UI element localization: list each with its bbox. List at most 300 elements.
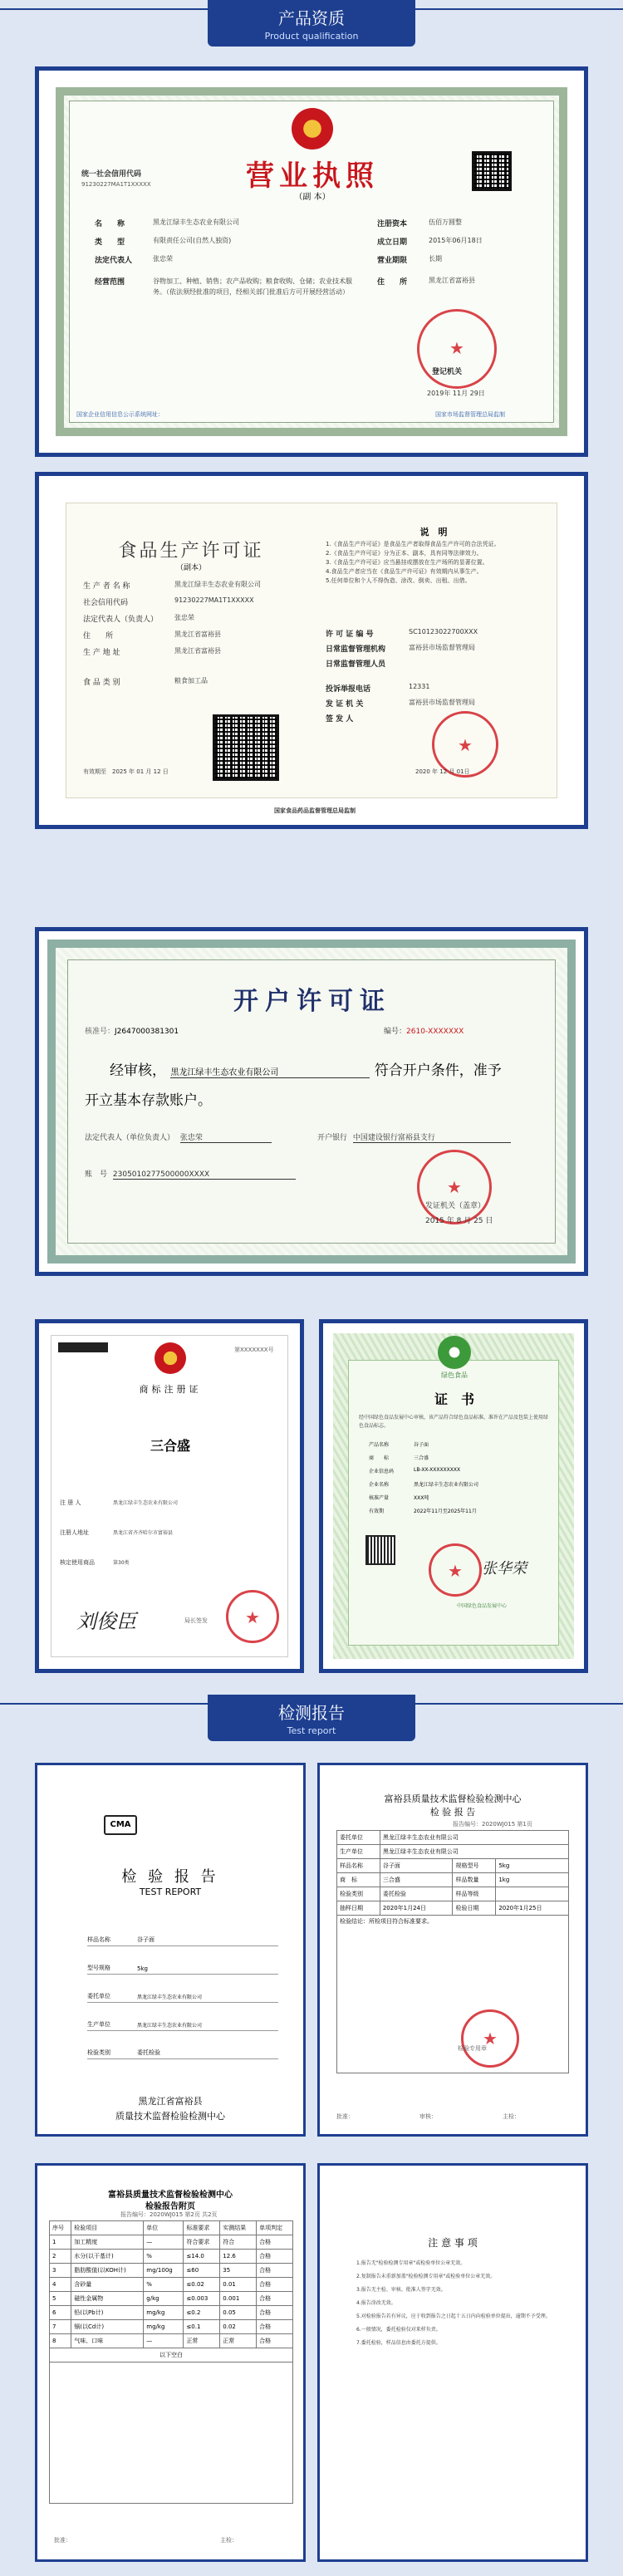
- account-number-label: 编号：: [384, 1028, 407, 1036]
- food-row-label: 社会信用代码: [83, 599, 129, 607]
- table-cell: 2020年1月24日: [380, 1901, 453, 1916]
- food-row: [83, 596, 307, 613]
- green-row: [369, 1494, 552, 1507]
- license-row: [95, 236, 361, 254]
- account-legal-rep: [85, 1131, 272, 1143]
- trademark-rows: [60, 1499, 284, 1588]
- report-detail-org: 富裕县质量技术监督检验检测中心: [384, 1793, 522, 1804]
- license-row-value: 黑龙江省富裕县: [429, 277, 475, 284]
- table-row: [50, 2250, 293, 2264]
- food-row: [83, 630, 307, 646]
- table-cell: 2020年1月25日: [496, 1901, 569, 1916]
- report-results-sign-approve: 批准：: [54, 2537, 71, 2544]
- food-row-value: 91230227MA1T1XXXXX: [174, 596, 254, 604]
- food-right-row: [326, 683, 550, 698]
- table-header-cell: 实测结果: [220, 2221, 257, 2235]
- table-row: [337, 1873, 569, 1887]
- food-note: 4.食品生产者应当在《食品生产许可证》有效期内从事生产。: [326, 568, 483, 575]
- food-right-label: 签 发 人: [326, 715, 354, 724]
- trademark-number: 第XXXXXXX号: [234, 1347, 274, 1353]
- report-cover-row: [87, 2031, 278, 2059]
- seal-star-icon: ★: [245, 1607, 260, 1627]
- table-row: [337, 1845, 569, 1859]
- table-cell: 黑龙江绿丰生态农业有限公司: [380, 1845, 568, 1859]
- license-row-value: 张忠荣: [153, 255, 173, 263]
- trademark-row-label: 核定使用商品: [60, 1559, 95, 1566]
- table-row: [50, 2278, 293, 2292]
- table-cell: 含砂量: [71, 2278, 144, 2292]
- table-cell: 委托单位: [337, 1831, 380, 1845]
- table-row: [50, 2348, 293, 2363]
- account-company: 黑龙江绿丰生态农业有限公司: [170, 1065, 370, 1078]
- account-bank-label: 开户银行: [317, 1134, 348, 1142]
- table-cell: 合格: [257, 2320, 293, 2334]
- report-cover-label: 型号规格: [87, 1965, 110, 1971]
- account-bank: [317, 1131, 511, 1143]
- food-permit-copy: （副本）: [175, 564, 206, 572]
- trademark-paper: [51, 1335, 288, 1657]
- green-row-value: 三合盛: [414, 1455, 429, 1461]
- report-detail-stamp-label: 检验专用章: [458, 2045, 487, 2052]
- report-note: 6.一般情况，委托检验仅对来样负责。: [356, 2327, 441, 2333]
- table-cell: 6: [50, 2306, 71, 2320]
- table-cell: 铅(以Pb计): [71, 2306, 144, 2320]
- license-row-value: 长期: [429, 255, 442, 263]
- green-food-issuer: 中国绿色食品发展中心: [457, 1603, 508, 1609]
- table-header-row: [50, 2221, 293, 2235]
- account-bank-seal: [417, 1150, 492, 1224]
- green-row: [369, 1507, 552, 1520]
- header-line-left: [0, 1703, 208, 1705]
- seal-star-icon: ★: [483, 2029, 498, 2049]
- report-detail-table: [336, 1830, 569, 2073]
- report-note: 5.对检验报告若有异议，应于收到报告之日起十五日内向检验单位提出，逾期不予受理。: [356, 2313, 551, 2319]
- trademark-emblem-icon: [155, 1342, 186, 1374]
- table-cell: ≤0.1: [184, 2320, 220, 2334]
- trademark-row: [60, 1499, 284, 1528]
- account-permit-title: 开户许可证: [233, 987, 391, 1016]
- food-right-label: 日常监督管理机构: [326, 645, 386, 654]
- section-header-reports: [0, 1695, 623, 1741]
- table-cell: %: [144, 2250, 184, 2264]
- report-cover-rows: [87, 1918, 278, 2059]
- trademark-row-label: 注 册 人: [60, 1499, 81, 1506]
- food-note: 5.任何单位和个人不得伪造、涂改、倒卖、出租、出借。: [326, 577, 471, 584]
- food-right-value: 富裕县市场监督管理局: [409, 699, 475, 706]
- food-row-label: 生 产 地 址: [83, 649, 120, 657]
- report-cover-label: 生产单位: [87, 2021, 110, 2028]
- report-cover-value: 黑龙江绿丰生态农业有限公司: [137, 1995, 203, 2000]
- business-license-frame: [35, 66, 588, 457]
- food-row: [83, 646, 307, 676]
- green-food-seal: [429, 1543, 482, 1597]
- table-cell: 合格: [257, 2264, 293, 2278]
- table-cell: 合格: [257, 2334, 293, 2348]
- food-right-value: 12331: [409, 683, 430, 690]
- license-row-label: 成立日期: [377, 238, 408, 247]
- green-food-title: 证 书: [434, 1391, 474, 1407]
- trademark-row-value: 第30类: [113, 1560, 130, 1566]
- license-date: 2019年 11月 29日: [427, 390, 485, 397]
- account-main-line2: 开立基本存款账户。: [85, 1092, 212, 1109]
- table-cell: 正常: [220, 2334, 257, 2348]
- table-cell: mg/kg: [144, 2306, 184, 2320]
- credit-code: 91230227MA1T1XXXXX: [81, 181, 151, 188]
- table-cell: 商 标: [337, 1873, 380, 1887]
- account-number-row: [85, 1168, 296, 1180]
- table-cell: 样品数量: [453, 1873, 496, 1887]
- table-cell: 脂肪酸值(以KOH计): [71, 2264, 144, 2278]
- report-detail-seal: [461, 2009, 519, 2068]
- green-row-value: LB-XX-XXXXXXXXX: [414, 1467, 461, 1473]
- table-cell: 5: [50, 2292, 71, 2306]
- green-food-paper: [348, 1360, 559, 1646]
- report-note: 4.报告涂改无效。: [356, 2300, 396, 2306]
- table-cell: 4: [50, 2278, 71, 2292]
- license-reg-org: 登记机关: [432, 368, 463, 376]
- seal-star-icon: ★: [448, 1561, 463, 1581]
- license-copy: （副 本）: [294, 193, 331, 202]
- report-cover-row: [87, 1918, 278, 1946]
- table-cell: 0.001: [220, 2292, 257, 2306]
- report-cover-label: 检验类别: [87, 2049, 110, 2056]
- table-row: [50, 2363, 293, 2504]
- account-date: 2015 年 8 月 25 日: [425, 1217, 493, 1225]
- table-cell: 0.02: [220, 2320, 257, 2334]
- table-cell: 符合要求: [184, 2235, 220, 2250]
- table-cell: mg/kg: [144, 2320, 184, 2334]
- table-header-cell: 单项判定: [257, 2221, 293, 2235]
- green-food-signature: 张华荣: [482, 1560, 527, 1577]
- food-notes-title: 说 明: [419, 527, 448, 537]
- green-row-label: 企业信息码: [369, 1469, 395, 1474]
- green-row-value: 谷子面: [414, 1442, 429, 1448]
- table-cell: 样品名称: [337, 1859, 380, 1873]
- account-account-value: 2305010277500000XXXX: [113, 1170, 296, 1180]
- header-line-left: [0, 8, 208, 10]
- green-row-value: 2022年11月至2025年11月: [414, 1509, 477, 1514]
- report-cover-subtitle: TEST REPORT: [139, 1887, 202, 1897]
- section-title: 产品资质: [278, 8, 345, 28]
- table-cell: 合格: [257, 2278, 293, 2292]
- table-cell: %: [144, 2278, 184, 2292]
- header-line-right: [415, 1703, 623, 1705]
- table-row: [50, 2320, 293, 2334]
- account-number: [384, 1025, 464, 1036]
- green-row-label: 企业名称: [369, 1482, 390, 1488]
- food-right-label: 发 证 机 关: [326, 700, 364, 709]
- green-row: [369, 1454, 552, 1467]
- table-cell: 符合: [220, 2235, 257, 2250]
- report-cover-title: 检 验 报 告: [121, 1868, 219, 1886]
- license-row: [95, 276, 361, 297]
- report-detail-frame: [317, 1763, 588, 2137]
- license-row-value: 伍佰万圆整: [429, 218, 462, 226]
- report-cover-value: 委托检验: [137, 2049, 160, 2056]
- table-header-cell: 检验项目: [71, 2221, 144, 2235]
- green-row: [369, 1467, 552, 1480]
- food-right-label: 许 可 证 编 号: [326, 631, 374, 639]
- table-cell: 2: [50, 2250, 71, 2264]
- trademark-signature: 刘俊臣: [76, 1610, 136, 1633]
- table-cell: 合格: [257, 2235, 293, 2250]
- table-cell: 委托检验: [380, 1887, 453, 1901]
- table-cell: 检验类别: [337, 1887, 380, 1901]
- food-permit-date: 2020 年 12 月 01日: [415, 768, 470, 775]
- table-cell: 抽样日期: [337, 1901, 380, 1916]
- food-row-label: 生 产 者 名 称: [83, 582, 130, 591]
- food-permit-paper: [66, 503, 557, 798]
- food-right-value: SC10123022700XXX: [409, 628, 478, 635]
- table-empty-cell: [50, 2363, 293, 2504]
- account-serial-value: J2647000381301: [115, 1028, 179, 1036]
- food-permit-footer: 国家食品药品监督管理总局监制: [274, 807, 356, 814]
- food-row: [83, 676, 307, 693]
- license-footer-left: 国家企业信用信息公示系统网址：: [76, 411, 164, 418]
- food-permit-right-rows: [326, 628, 550, 728]
- green-row-value: 黑龙江绿丰生态农业有限公司: [414, 1482, 479, 1488]
- trademark-row-value: 黑龙江省齐齐哈尔市富裕县: [113, 1530, 174, 1536]
- license-official-seal: [417, 309, 497, 389]
- license-row-value: 有限责任公司(自然人独资): [153, 237, 232, 244]
- table-row: [337, 1901, 569, 1916]
- report-cover-label: 委托单位: [87, 1993, 110, 1999]
- green-row-label: 产品名称: [369, 1442, 390, 1448]
- table-cell: g/kg: [144, 2292, 184, 2306]
- table-cell: 合格: [257, 2250, 293, 2264]
- table-cell: 镉(以Cd计): [71, 2320, 144, 2334]
- green-food-intro: 经中国绿色食品发展中心审核，该产品符合绿色食品标准，准许在产品及包装上使用绿色食品标志。: [359, 1415, 549, 1429]
- table-cell: 正常: [184, 2334, 220, 2348]
- table-cell: 0.01: [220, 2278, 257, 2292]
- report-results-frame: [35, 2163, 306, 2562]
- food-row-value: 张忠荣: [174, 614, 194, 621]
- table-cell: 生产单位: [337, 1845, 380, 1859]
- table-row: [50, 2292, 293, 2306]
- report-note: 7.委托检验，样品信息由委托方提供。: [356, 2340, 441, 2346]
- table-cell: 水分(以干基计): [71, 2250, 144, 2264]
- account-main-line1: [110, 1058, 502, 1079]
- green-food-qr-code: [365, 1535, 395, 1565]
- report-cover-value: 黑龙江绿丰生态农业有限公司: [137, 2023, 203, 2029]
- table-row: [337, 1831, 569, 1845]
- section-title: 检测报告: [278, 1703, 345, 1723]
- license-footer-right: 国家市场监督管理总局监制: [435, 411, 505, 418]
- food-permit-title: 食品生产许可证: [118, 541, 264, 562]
- table-cell: 1: [50, 2235, 71, 2250]
- food-note: 2.《食品生产许可证》分为正本、副本，具有同等法律效力。: [326, 550, 483, 557]
- license-right-rows: [377, 218, 543, 287]
- food-right-row: [326, 628, 550, 643]
- license-row: [95, 254, 361, 276]
- food-permit-qr-code: [213, 714, 279, 781]
- table-cell: 8: [50, 2334, 71, 2348]
- food-row-value: 黑龙江省富裕县: [174, 647, 221, 655]
- food-notes: [326, 540, 542, 586]
- national-emblem-icon: [292, 108, 333, 150]
- account-legal-label: 法定代表人（单位负责人）: [85, 1134, 175, 1142]
- table-end-cell: 以下空白: [50, 2348, 293, 2363]
- green-row: [369, 1480, 552, 1494]
- report-cover-value: 谷子面: [137, 1936, 155, 1943]
- license-row-label: 名 称: [95, 220, 125, 228]
- report-notes-title: 注 意 事 项: [428, 2237, 478, 2249]
- section-subtitle: Product qualification: [264, 31, 359, 42]
- license-row: [377, 218, 543, 236]
- license-row: [377, 276, 543, 287]
- license-paper: [69, 101, 554, 423]
- table-row: [50, 2264, 293, 2278]
- report-cover-label: 样品名称: [87, 1936, 110, 1943]
- table-row: [337, 1916, 569, 2073]
- table-cell: 三合盛: [380, 1873, 453, 1887]
- report-cover-row: [87, 2003, 278, 2031]
- account-permit-frame: [35, 927, 588, 1276]
- trademark-frame: [35, 1319, 304, 1673]
- license-row-value: 2015年06月18日: [429, 237, 483, 244]
- report-notes-frame: [317, 2163, 588, 2562]
- food-row-label: 食 品 类 别: [83, 679, 120, 687]
- trademark-row-value: 黑龙江绿丰生态农业有限公司: [113, 1500, 179, 1506]
- report-detail-title: 检 验 报 告: [429, 1807, 476, 1818]
- table-cell: mg/100g: [144, 2264, 184, 2278]
- credit-code-label: 统一社会信用代码: [81, 170, 142, 179]
- license-row-label: 经营范围: [95, 278, 125, 287]
- report-cover-row: [87, 1946, 278, 1975]
- report-detail-no: 报告编号：2020WJ015 第1页: [453, 1821, 532, 1828]
- account-issuer: 发证机关（盖章）: [425, 1202, 486, 1210]
- report-detail-sign-approve: 批准：: [336, 2113, 354, 2120]
- section-title-box: [208, 0, 415, 47]
- trademark-office-logo: [58, 1342, 108, 1352]
- report-note: 2.复制报告未重新加盖"检验检测专用章"或检验单位公章无效。: [356, 2274, 496, 2279]
- table-header-cell: 单位: [144, 2221, 184, 2235]
- green-row-value: XXX吨: [414, 1495, 429, 1501]
- license-row-label: 注册资本: [377, 220, 408, 228]
- section-subtitle: Test report: [287, 1725, 336, 1736]
- table-cell: 加工精度: [71, 2235, 144, 2250]
- table-cell: 检验结论：所检项目符合标准要求。: [337, 1916, 569, 2073]
- license-row-value: 谷物加工、种植、销售；农产品收购；粮食收购、仓储；农业技术服务。（依法须经批准的项目，经相关部门批准后方可开展经营活动）: [153, 277, 352, 296]
- table-row: [337, 1887, 569, 1901]
- table-row: [50, 2334, 293, 2348]
- report-cover-row: [87, 1975, 278, 2003]
- table-cell: ≤60: [184, 2264, 220, 2278]
- table-cell: ≤0.003: [184, 2292, 220, 2306]
- table-header-cell: 序号: [50, 2221, 71, 2235]
- seal-star-icon: ★: [447, 1177, 462, 1197]
- food-permit-frame: [35, 472, 588, 829]
- table-row: [337, 1859, 569, 1873]
- report-detail-sign-review: 审核：: [419, 2113, 437, 2120]
- food-row-value: 黑龙江绿丰生态农业有限公司: [174, 581, 261, 588]
- license-row-label: 营业期限: [377, 257, 408, 265]
- report-results-org: 富裕县质量技术监督检验检测中心: [108, 2191, 233, 2200]
- account-number-value: 2610-XXXXXXX: [406, 1028, 464, 1036]
- green-row-label: 有效期: [369, 1509, 385, 1514]
- account-serial: [85, 1025, 179, 1036]
- table-cell: 谷子面: [380, 1859, 453, 1873]
- green-food-frame: [319, 1319, 588, 1673]
- food-row-value: 黑龙江省富裕县: [174, 631, 221, 638]
- section-title-box: [208, 1695, 415, 1741]
- trademark-seal: [226, 1590, 279, 1643]
- license-title: 营业执照: [246, 159, 379, 193]
- table-cell: 磁性金属物: [71, 2292, 144, 2306]
- table-cell: —: [144, 2334, 184, 2348]
- green-food-logo-text: 绿色食品: [441, 1371, 468, 1379]
- food-right-row: [326, 698, 550, 713]
- food-row: [83, 613, 307, 630]
- green-food-rows: [369, 1440, 552, 1520]
- food-row-value: 粮食加工品: [174, 677, 208, 684]
- account-permit-paper: [67, 959, 556, 1244]
- report-results-no: 报告编号：2020WJ015 第2页 共2页: [120, 2211, 218, 2218]
- table-cell: ≤14.0: [184, 2250, 220, 2264]
- report-notes-list: [356, 2257, 556, 2350]
- table-cell: 规格型号: [453, 1859, 496, 1873]
- license-row: [95, 218, 361, 236]
- account-serial-label: 核准号：: [85, 1028, 115, 1036]
- table-header-cell: 标准要求: [184, 2221, 220, 2235]
- license-row-label: 类 型: [95, 238, 125, 247]
- header-line-right: [415, 8, 623, 10]
- account-bank-value: 中国建设银行富裕县支行: [353, 1131, 511, 1143]
- food-right-label: 投诉举报电话: [326, 685, 371, 694]
- food-permit-rows: [83, 580, 307, 693]
- green-row-label: 商 标: [369, 1455, 390, 1461]
- report-results-title: 检验报告附页: [145, 2202, 195, 2211]
- license-row-label: 住 所: [377, 278, 408, 287]
- seal-star-icon: ★: [449, 338, 464, 358]
- food-right-label: 日常监督管理人员: [326, 660, 386, 669]
- food-right-row: [326, 658, 550, 683]
- account-legal-value: 张忠荣: [180, 1131, 272, 1143]
- report-cover-value: 5kg: [137, 1965, 148, 1972]
- trademark-mark: 三合盛: [150, 1438, 190, 1454]
- food-row-label: 法定代表人（负责人）: [83, 616, 159, 624]
- license-row-label: 法定代表人: [95, 257, 133, 265]
- license-row: [377, 254, 543, 276]
- table-row: [50, 2306, 293, 2320]
- table-cell: 7: [50, 2320, 71, 2334]
- food-right-value: 富裕县市场监督管理局: [409, 644, 475, 651]
- table-cell: 1kg: [496, 1873, 569, 1887]
- table-cell: [496, 1887, 569, 1901]
- green-food-logo-icon: [438, 1336, 471, 1369]
- table-row: [50, 2235, 293, 2250]
- report-cover-org1: 黑龙江省富裕县: [138, 2096, 203, 2107]
- green-row-label: 核准产量: [369, 1495, 390, 1501]
- table-cell: 12.6: [220, 2250, 257, 2264]
- license-left-rows: [95, 218, 361, 297]
- trademark-row: [60, 1528, 284, 1558]
- trademark-row-label: 注册人地址: [60, 1529, 89, 1536]
- report-detail-sign-main: 主检：: [503, 2113, 520, 2120]
- food-right-row: [326, 643, 550, 658]
- food-permit-valid: 有效期至 2025 年 01 月 12 日: [83, 768, 169, 775]
- green-row: [369, 1440, 552, 1454]
- trademark-sign-label: 局长签发: [184, 1617, 208, 1624]
- license-row: [377, 236, 543, 254]
- table-cell: 合格: [257, 2306, 293, 2320]
- cma-logo-text: CMA: [110, 1820, 131, 1829]
- trademark-row: [60, 1558, 284, 1588]
- report-results-table: [49, 2220, 293, 2504]
- table-cell: 合格: [257, 2292, 293, 2306]
- report-note: 3.报告无主检、审核、批准人签字无效。: [356, 2287, 446, 2293]
- table-cell: 样品等级: [453, 1887, 496, 1901]
